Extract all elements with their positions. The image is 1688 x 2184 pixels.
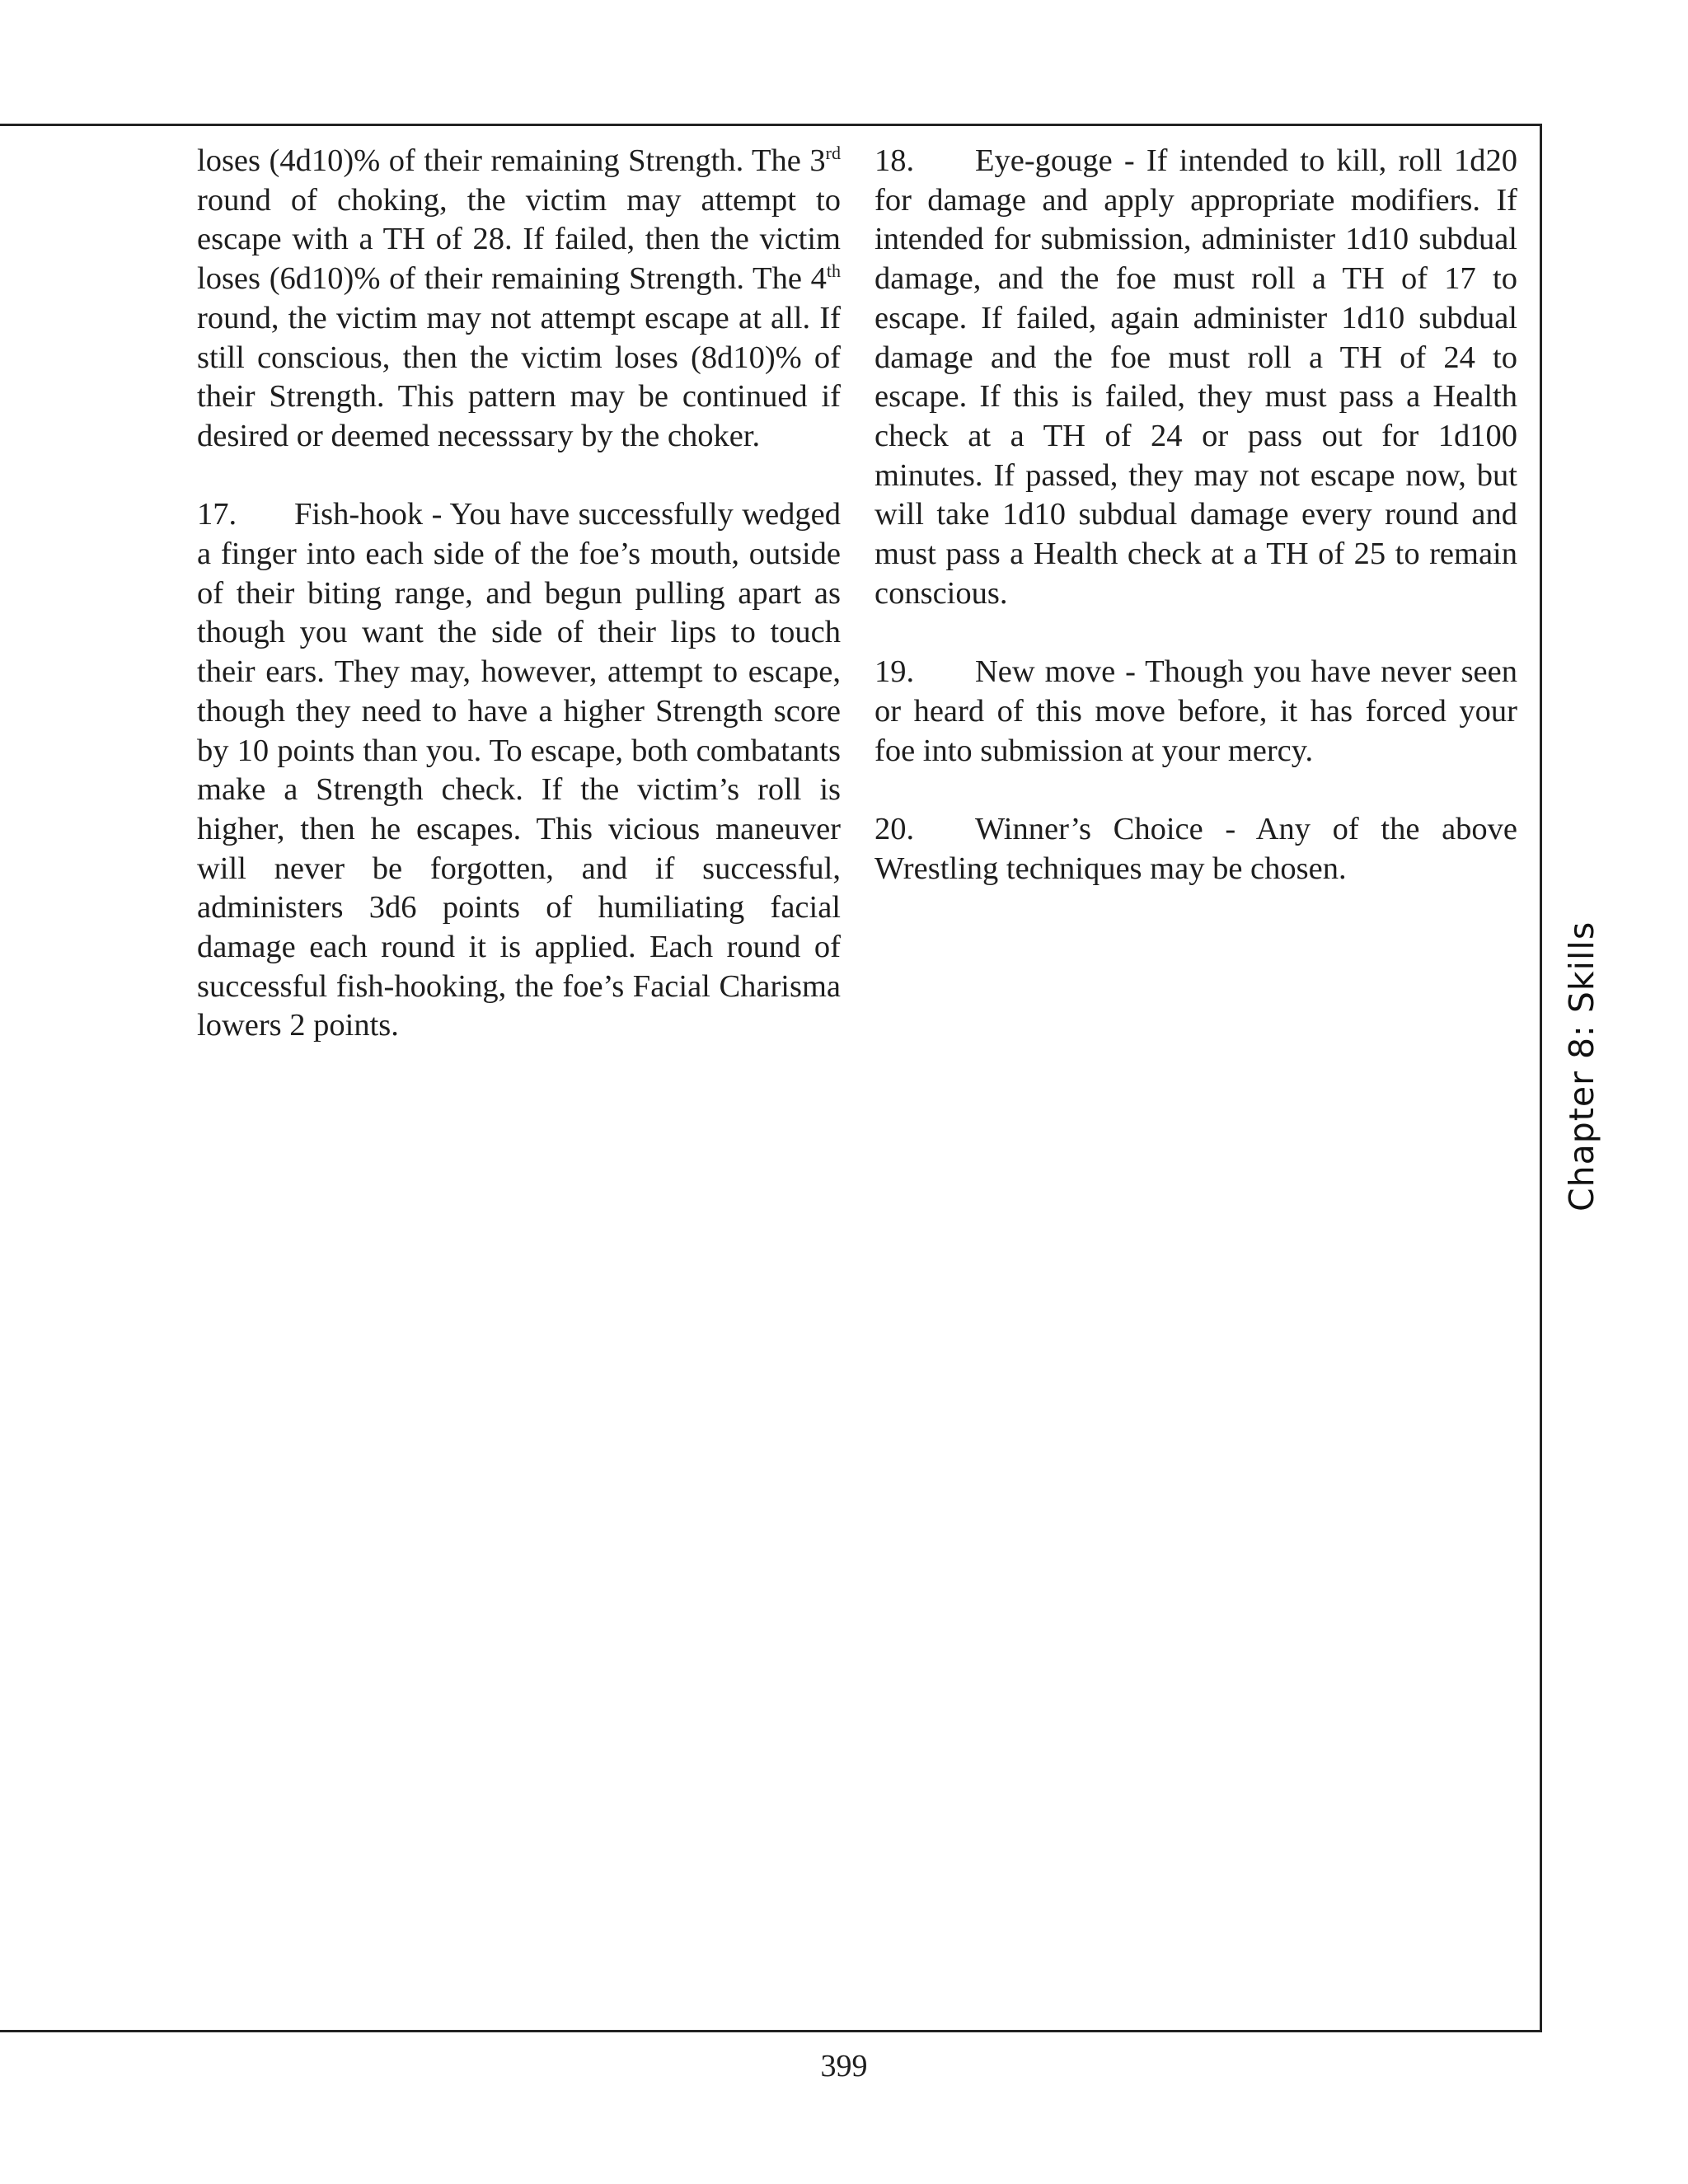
item-number: 20. — [874, 811, 915, 846]
item-number: 18. — [874, 143, 915, 178]
list-item-18 — [874, 142, 1517, 613]
right-column — [874, 142, 1517, 928]
page-number: 399 — [820, 2049, 868, 2083]
paragraph-text: loses (4d10)% of their remaining Strength. The 3 — [197, 143, 826, 178]
item-text: New move - Though you have never seen or heard of this move before, it has forced your foe into submission at your mercy. — [874, 654, 1517, 768]
list-item-19 — [874, 653, 1517, 771]
item-number: 17. — [197, 497, 237, 532]
item-text: Fish-hook - You have successfully wedged a finger into each side of the foe’s mouth, outside of their biting range, and begun pulling apart as though you want the side of their lips to touch their ears. They may, however, attempt to escape, though they need to have a higher Strength score by 10 points than you. To escape, both combatants make a Strength check. If the victim’s roll is higher, then he escapes. This vicious maneuver will never be forgotten, and if successful, administers 3d6 points of humiliating facial damage each round it is applied. Each round of successful fish-hooking, the foe’s Facial Charisma lowers 2 points. — [197, 497, 841, 1043]
ordinal-suffix: rd — [825, 143, 841, 164]
paragraph-text: round of choking, the victim may attempt to escape with a TH of 28. If failed, then the victim loses (6d10)% of their remaining Strength. The 4 — [197, 182, 841, 297]
chapter-side-label: Chapter 8: Skills — [1562, 921, 1601, 1212]
left-column — [197, 142, 841, 1085]
ordinal-suffix: th — [826, 260, 841, 282]
list-item-20 — [874, 810, 1517, 888]
list-item-17 — [197, 495, 841, 1046]
item-number: 19. — [874, 654, 915, 690]
paragraph-text: round, the victim may not attempt escape at all. If still conscious, then the victim loses (8d10)% of their Strength. This pattern may be continued if desired or deemed necesssary by the choker. — [197, 300, 841, 453]
choke-continuation-paragraph — [197, 142, 841, 457]
item-text: Eye-gouge - If intended to kill, roll 1d20 for damage and apply appropriate modifiers. If intended for submission, administer 1d10 subdual damage, and the foe must roll a TH of 17 to escape. If failed, again administer 1d10 subdual damage and the foe must roll a TH of 24 to escape. If this is failed, they must pass a Health check at a TH of 24 or pass out for 1d100 minutes. If passed, they may not escape now, but will take 1d10 subdual damage every round and must pass a Health check at a TH of 25 to remain conscious. — [874, 143, 1517, 611]
item-text: Winner’s Choice - Any of the above Wrestling techniques may be chosen. — [874, 811, 1517, 886]
